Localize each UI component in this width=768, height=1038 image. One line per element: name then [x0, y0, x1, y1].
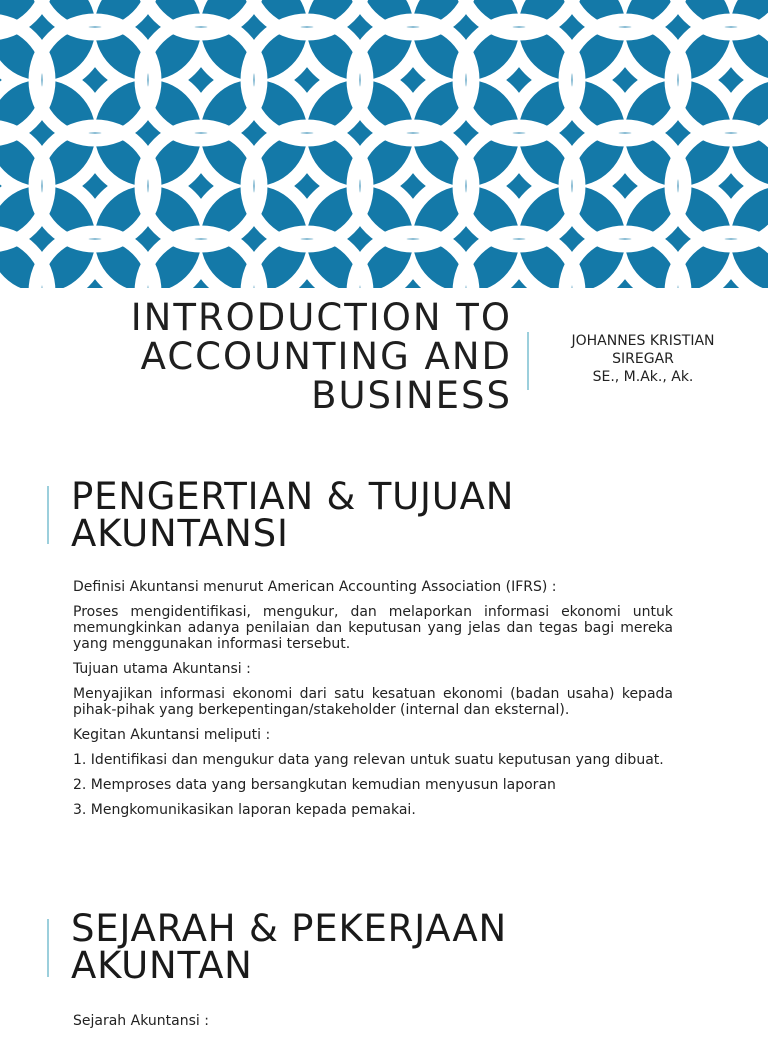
title-line: BUSINESS — [311, 374, 512, 417]
list-item: 3. Mengkomunikasikan laporan kepada pemakai. — [73, 802, 416, 818]
title-line: ACCOUNTING AND — [140, 335, 512, 378]
section-body-pengertian — [73, 579, 673, 827]
list-item: 2. Memproses data yang bersangkutan kemudian menyusun laporan — [73, 777, 556, 793]
section-heading-sejarah — [71, 907, 507, 987]
title-line: INTRODUCTION TO — [130, 296, 512, 339]
paragraph: Kegitan Akuntansi meliputi : — [73, 727, 271, 743]
paragraph: Menyajikan informasi ekonomi dari satu kesatuan ekonomi (badan usaha) kepada pihak-pihak yang berkepentingan/stakeholder (internal dan eksternal). — [73, 686, 673, 718]
interlocking-circles-pattern — [0, 0, 768, 288]
author-name: SIREGAR — [612, 351, 674, 367]
presentation-title — [60, 298, 512, 415]
author-info — [552, 332, 734, 386]
heading-line: AKUNTANSI — [71, 512, 289, 555]
heading-line: SEJARAH & PEKERJAAN — [71, 907, 507, 950]
title-divider — [527, 332, 529, 390]
heading-line: PENGERTIAN & TUJUAN — [71, 475, 515, 518]
paragraph: Proses mengidentifikasi, mengukur, dan melaporkan informasi ekonomi untuk memungkinkan adanya penilaian dan keputusan yang jelas dan tegas bagi mereka yang menggunakan informasi tersebut. — [73, 604, 673, 652]
section-heading-pengertian — [71, 475, 515, 555]
decorative-banner — [0, 0, 768, 288]
author-name: JOHANNES KRISTIAN — [571, 333, 715, 349]
list-item: 1. Identifikasi dan mengukur data yang relevan untuk suatu keputusan yang dibuat. — [73, 752, 664, 768]
section-body-sejarah — [73, 1013, 673, 1038]
heading-line: AKUNTAN — [71, 944, 253, 987]
paragraph: Tujuan utama Akuntansi : — [73, 661, 251, 677]
paragraph: Definisi Akuntansi menurut American Accounting Association (IFRS) : — [73, 579, 557, 595]
section-accent-bar — [47, 486, 49, 544]
paragraph: Sejarah Akuntansi : — [73, 1013, 209, 1029]
section-accent-bar — [47, 919, 49, 977]
author-credentials: SE., M.Ak., Ak. — [592, 369, 694, 385]
